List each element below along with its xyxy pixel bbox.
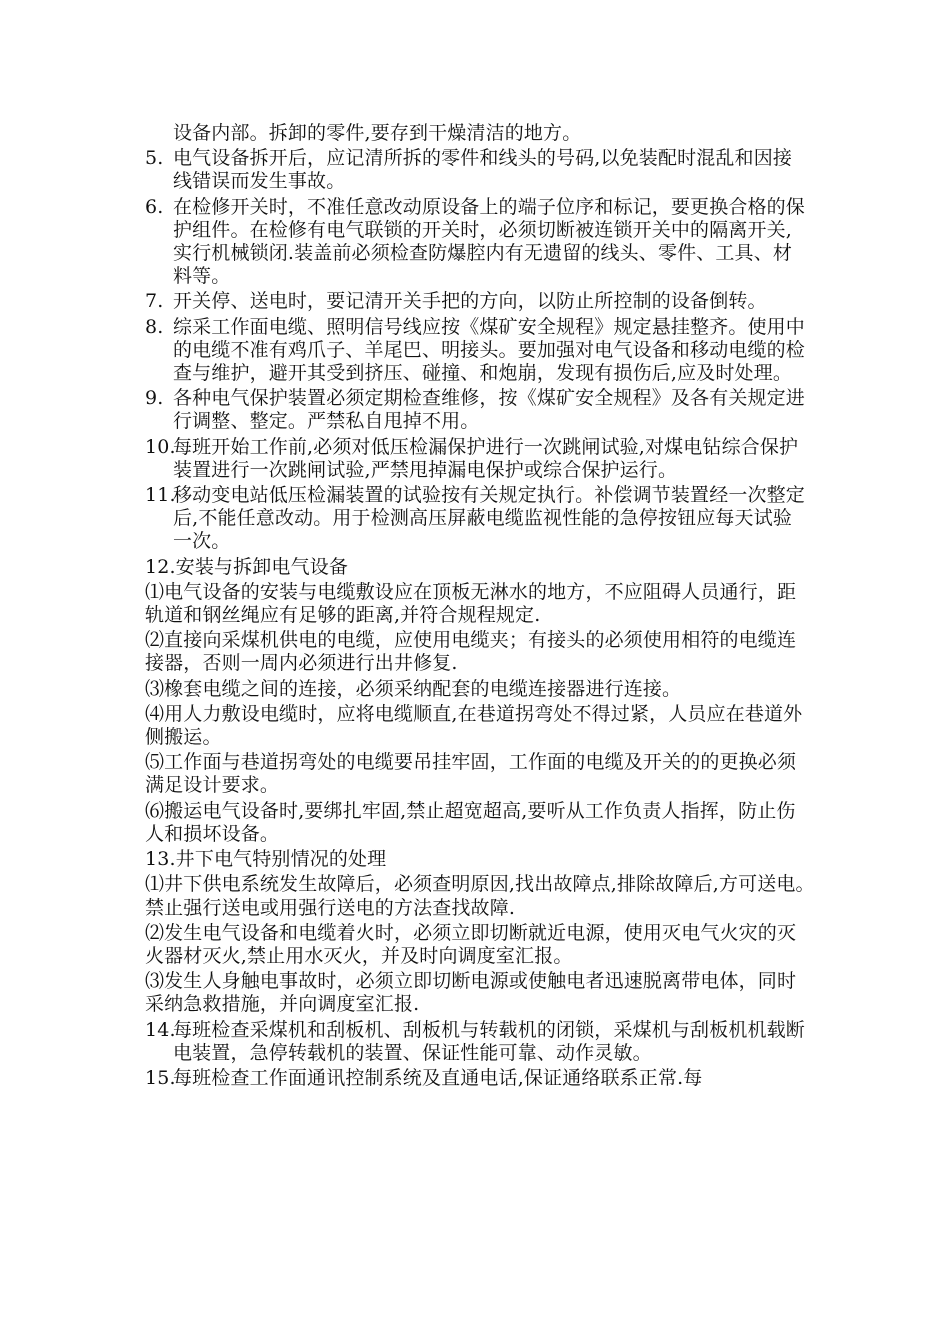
list-item-text: 各种电气保护装置必须定期检查维修，按《煤矿安全规程》及各有关规定进行调整、整定。严禁私自甩掉不用。	[173, 387, 805, 433]
sub-item-3: ⑶发生人身触电事故时，必须立即切断电源或使触电者迅速脱离带电体，同时采纳急救措施，并向调度室汇报.	[145, 970, 797, 1016]
list-number: 9.	[145, 387, 164, 410]
list-item-text: 综采工作面电缆、照明信号线应按《煤矿安全规程》规定悬挂整齐。使用中的电缆不准有鸡爪子、羊尾巴、明接头。要加强对电气设备和移动电缆的检查与维护，避开其受到挤压、碰撞、和炮崩，发现有损伤后,应及时处理。	[173, 315, 805, 385]
sub-item-1: ⑴电气设备的安装与电缆敷设应在顶板无淋水的地方，不应阻碍人员通行，距轨道和钢丝绳应有足够的距离,并符合规程规定.	[145, 580, 797, 627]
list-number: 11.	[145, 484, 176, 507]
list-item-text: 每班检查工作面通讯控制系统及直通电话,保证通络联系正常.每	[173, 1066, 703, 1089]
list-number: 6.	[145, 195, 164, 218]
list-number: 8.	[145, 315, 164, 338]
list-item-8	[145, 316, 810, 386]
sub-item-3: ⑶橡套电缆之间的连接，必须采纳配套的电缆连接器进行连接。	[145, 677, 682, 700]
sub-item-5: ⑸工作面与巷道拐弯处的电缆要吊挂牢固，工作面的电缆及开关的的更换必须满足设计要求。	[145, 751, 797, 797]
list-number: 5.	[145, 147, 164, 170]
list-item-11	[145, 484, 810, 554]
list-item-6	[145, 196, 810, 289]
list-number: 14.	[145, 1018, 176, 1041]
list-number: 15.	[145, 1066, 176, 1089]
list-item-9	[145, 387, 810, 433]
list-item-14	[145, 1019, 810, 1065]
list-item-text: 电气设备拆开后，应记清所拆的零件和线头的号码,以免装配时混乱和因接线错误而发生事故。	[173, 147, 792, 193]
list-item-text: 在检修开关时，不准任意改动原设备上的端子位序和标记，要更换合格的保护组件。在检修有电气联锁的开关时，必须切断被连锁开关中的隔离开关,实行机械锁闭.装盖前必须检查防爆腔内有无遗留的线头、零件、工具、材料等。	[173, 195, 805, 288]
paragraph-continuation: 设备内部。拆卸的零件,要存到干燥清洁的地方。	[173, 122, 582, 144]
list-number: 10.	[145, 435, 176, 458]
sub-item-4: ⑷用人力敷设电缆时，应将电缆顺直,在巷道拐弯处不得过紧，人员应在巷道外侧搬运。	[145, 702, 803, 749]
sub-item-2: ⑵发生电气设备和电缆着火时，必须立即切断就近电源，使用灭电气火灾的灭火器材灭火,禁止用水灭火，并及时向调度室汇报。	[145, 921, 797, 967]
document-body	[145, 122, 815, 1092]
list-item-5	[145, 147, 810, 193]
list-item-text: 开关停、送电时，要记清开关手把的方向，以防止所控制的设备倒转。	[173, 290, 767, 313]
list-item-15	[145, 1067, 810, 1090]
list-item-7	[145, 290, 810, 313]
section-heading-13: 13.井下电气特别情况的处理	[145, 848, 387, 871]
list-number: 7.	[145, 290, 164, 313]
sub-item-1: ⑴井下供电系统发生故障后，必须查明原因,找出故障点,排除故障后,方可送电。禁止强行送电或用强行送电的方法查找故障.	[145, 873, 815, 919]
sub-item-2: ⑵直接向采煤机供电的电缆，应使用电缆夹；有接头的必须使用相符的电缆连接器，否则一周内必须进行出井修复.	[145, 629, 797, 675]
sub-item-6: ⑹搬运电气设备时,要绑扎牢固,禁止超宽超高,要听从工作负责人指挥，防止伤人和损坏设备。	[145, 799, 796, 845]
list-item-text: 每班检查采煤机和刮板机、刮板机与转载机的闭锁，采煤机与刮板机机载断电装置，急停转载机的装置、保证性能可靠、动作灵敏。	[173, 1018, 805, 1064]
list-item-10	[145, 436, 810, 482]
list-item-text: 移动变电站低压检漏装置的试验按有关规定执行。补偿调节装置经一次整定后,不能任意改动。用于检测高压屏蔽电缆监视性能的急停按钮应每天试验一次。	[173, 484, 805, 553]
section-heading-12: 12.安装与拆卸电气设备	[145, 555, 349, 578]
list-item-text: 每班开始工作前,必须对低压检漏保护进行一次跳闸试验,对煤电钻综合保护装置进行一次跳闸试验,严禁甩掉漏电保护或综合保护运行。	[173, 435, 799, 481]
